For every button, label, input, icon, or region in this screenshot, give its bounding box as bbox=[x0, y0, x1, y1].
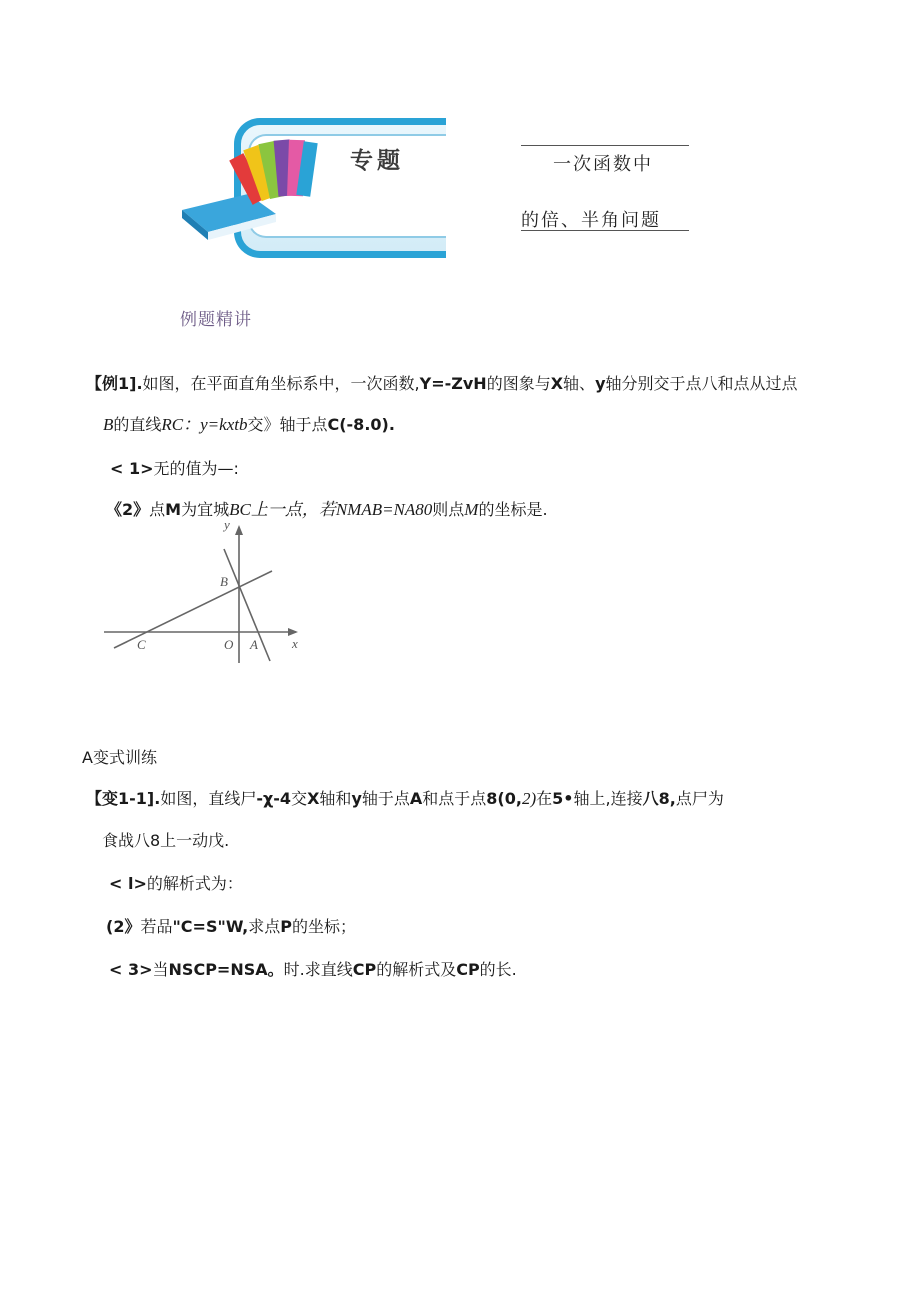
variant-question3 bbox=[109, 960, 517, 980]
topic-title-line2: 的倍、半角问题 bbox=[521, 210, 661, 231]
question-number: < 3> bbox=[109, 960, 153, 979]
question-number: (2》 bbox=[106, 917, 141, 936]
text: 轴于点 bbox=[361, 789, 410, 808]
value: 2) bbox=[521, 789, 537, 808]
variant-statement-line1 bbox=[86, 789, 724, 809]
point-m: M bbox=[464, 500, 479, 519]
topic-banner bbox=[178, 112, 446, 258]
label-a: A bbox=[250, 637, 258, 652]
text: 交 bbox=[291, 789, 308, 808]
point-a: A bbox=[409, 789, 423, 808]
text: 的长. bbox=[479, 960, 517, 979]
line-equation: RC：y=kxtb bbox=[161, 415, 248, 434]
question-number: < 1> bbox=[110, 459, 154, 478]
condition: BC上一点，若NMAB=NA80 bbox=[229, 500, 433, 519]
label-b: B bbox=[220, 574, 228, 589]
equation: -χ-4 bbox=[256, 789, 292, 808]
equation: Y=-ZvH bbox=[419, 374, 487, 393]
text: 在 bbox=[536, 789, 553, 808]
text: 的图象与 bbox=[486, 374, 551, 393]
topic-title-line1: 一次函数中 bbox=[553, 154, 653, 175]
text: 的坐标是. bbox=[478, 500, 548, 519]
variant-question2 bbox=[106, 917, 356, 937]
segment: 八8, bbox=[642, 789, 676, 808]
question-number: 《2》 bbox=[106, 500, 150, 519]
banner-divider-top bbox=[521, 145, 689, 146]
coordinate-graph bbox=[100, 515, 310, 665]
text: 轴、 bbox=[563, 374, 596, 393]
label-x: x bbox=[292, 636, 298, 651]
label-c: C bbox=[137, 637, 146, 652]
example1-statement-line2 bbox=[103, 415, 395, 435]
books-icon bbox=[178, 132, 328, 242]
text: 为宜城 bbox=[181, 500, 230, 519]
example1-statement-line1 bbox=[86, 374, 798, 394]
variant-section-header: A变式训练 bbox=[82, 748, 157, 767]
point-c: C(-8.0). bbox=[327, 415, 395, 434]
y-axis-arrow bbox=[235, 525, 243, 535]
variant-question1 bbox=[109, 874, 243, 894]
banner-divider-bottom bbox=[521, 230, 689, 231]
question-text: 的解析式为： bbox=[146, 874, 243, 893]
text: 和点于点 bbox=[422, 789, 487, 808]
text: 轴分别交于点八和点从过点 bbox=[605, 374, 798, 393]
point-p: P bbox=[280, 917, 292, 936]
axis-y: y bbox=[351, 789, 362, 808]
text: 的直线 bbox=[113, 415, 162, 434]
text: 轴和 bbox=[319, 789, 352, 808]
segment-cp: CP bbox=[352, 960, 377, 979]
point-b: 8(0, bbox=[486, 789, 522, 808]
text: 点 bbox=[149, 500, 166, 519]
text: 的解析式及 bbox=[376, 960, 457, 979]
equation: NSCP=NSA。 bbox=[168, 960, 284, 979]
point-b: B bbox=[103, 415, 114, 434]
question-text: 无的值为—: bbox=[153, 459, 239, 478]
axis-x: X bbox=[307, 789, 320, 808]
label-y: y bbox=[224, 517, 230, 532]
banner-title: 专题 bbox=[350, 147, 404, 174]
variant-tag: 【变1-1]. bbox=[86, 789, 161, 808]
equation: "C=S"W, bbox=[172, 917, 249, 936]
text: 时.求直线 bbox=[283, 960, 353, 979]
text: 若品 bbox=[140, 917, 173, 936]
text: 交》轴于点 bbox=[247, 415, 328, 434]
axis-x: X bbox=[550, 374, 564, 393]
text: 当 bbox=[152, 960, 169, 979]
text: 如图，在平面直角坐标系中，一次函数, bbox=[142, 374, 420, 393]
x-axis-arrow bbox=[288, 628, 298, 636]
label-o: O bbox=[224, 637, 234, 652]
variant-statement-line2: 食战八8上一动戊. bbox=[102, 831, 230, 850]
axis-y: y bbox=[595, 374, 606, 393]
value: 5• bbox=[552, 789, 574, 808]
text: 轴上,连接 bbox=[573, 789, 643, 808]
text: 则点 bbox=[432, 500, 465, 519]
example1-question1 bbox=[110, 459, 239, 479]
text: 的坐标； bbox=[291, 917, 356, 936]
example1-tag: 【例1]. bbox=[86, 374, 143, 393]
segment-cp: CP bbox=[456, 960, 480, 979]
text: 如图，直线尸 bbox=[160, 789, 257, 808]
point-m: M bbox=[165, 500, 182, 519]
section-title: 例题精讲 bbox=[180, 310, 252, 330]
text: 求点 bbox=[248, 917, 281, 936]
question-number: < l> bbox=[109, 874, 147, 893]
text: 点尸为 bbox=[675, 789, 724, 808]
